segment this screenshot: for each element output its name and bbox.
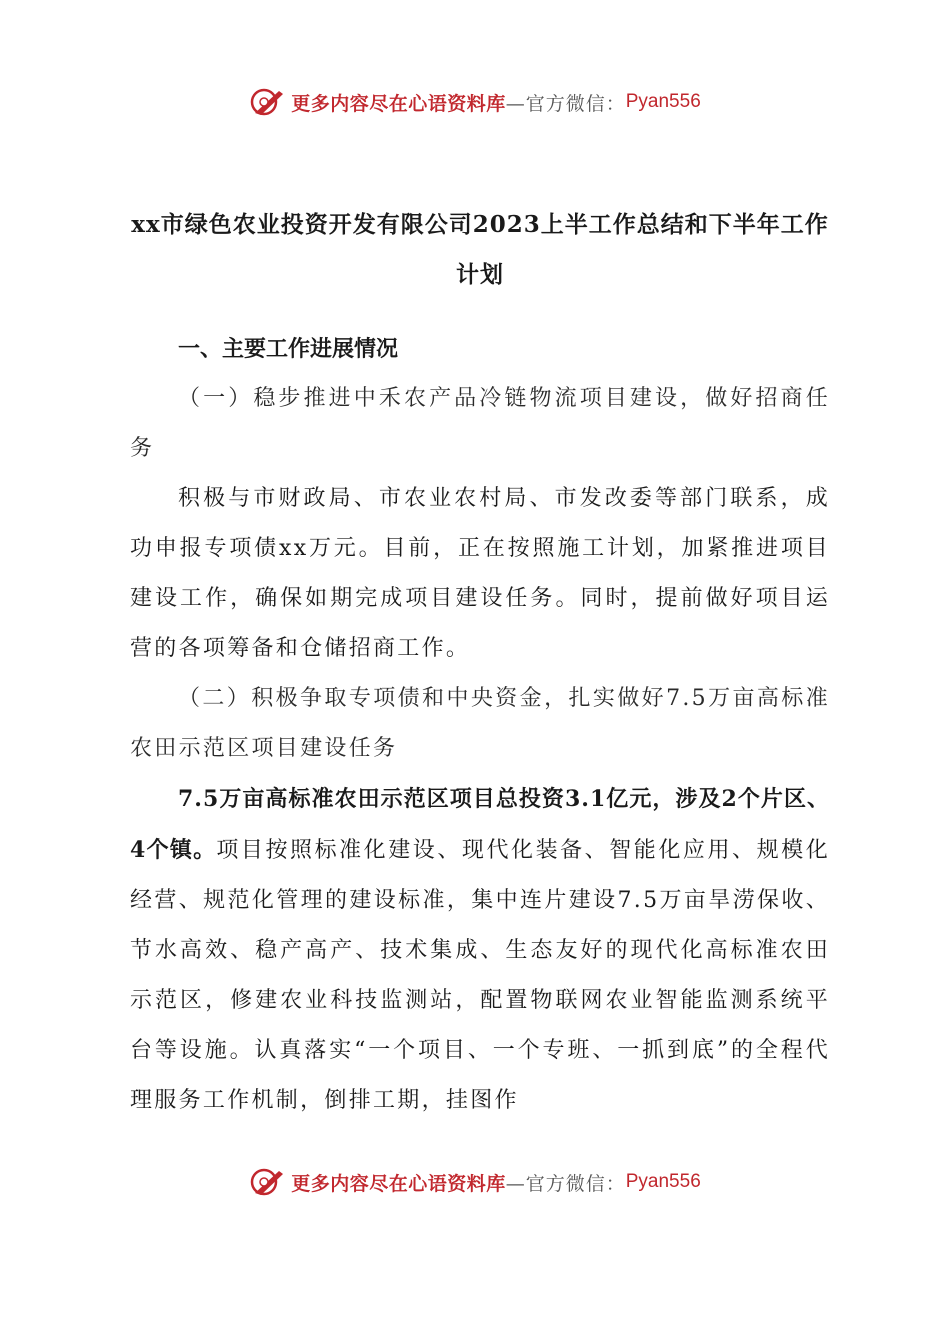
banner-text-wechat-label: —官方微信： (505, 1172, 626, 1195)
banner-text-wechat-id: Pyan556 (625, 1171, 701, 1192)
subsection-heading-1: （一）稳步推进中禾农产品冷链物流项目建设，做好招商任务 (130, 386, 830, 461)
pen-logo-icon (249, 85, 287, 119)
pen-logo-icon (249, 1165, 287, 1199)
banner-text-wechat-id: Pyan556 (625, 91, 701, 112)
banner-text-site: 更多内容尽在心语资料库 (291, 92, 506, 115)
section-heading-1: 一、主要工作进展情况 (178, 336, 399, 362)
footer-watermark-banner (0, 1162, 950, 1202)
banner-text-site: 更多内容尽在心语资料库 (291, 1172, 506, 1195)
document-title: xx市绿色农业投资开发有限公司2023上半工作总结和下半年工作计划 (131, 211, 829, 288)
banner-text-wechat-label: —官方微信： (505, 92, 626, 115)
paragraph-1: 积极与市财政局、市农业农村局、市发改委等部门联系，成功申报专项债xx万元。目前，正在按照施工计划，加紧推进项目建设工作，确保如期完成项目建设任务。同时，提前做好项目运营的各项筹备和仓储招商工作。 (130, 486, 830, 661)
paragraph-2-body: 项目按照标准化建设、现代化装备、智能化应用、规模化经营、规范化管理的建设标准，集中连片建设7.5万亩旱涝保收、节水高效、稳产高产、技术集成、生态友好的现代化高标准农田示范区，修建农业科技监测站，配置物联网农业智能监测系统平台等设施。认真落实“一个项目、一个专班、一抓到底”的全程代理服务工作机制，倒排工期，挂图作 (130, 838, 830, 1113)
document-body (130, 200, 830, 1126)
paragraph-2 (130, 774, 830, 1126)
paragraph-2-bold-lead: 7.5万亩高标准农田示范区项目总投资3.1亿元，涉及2个片区、4个镇。 (130, 786, 830, 863)
header-watermark-banner (0, 82, 950, 122)
subsection-heading-2: （二）积极争取专项债和中央资金，扎实做好7.5万亩高标准农田示范区项目建设任务 (130, 686, 830, 761)
